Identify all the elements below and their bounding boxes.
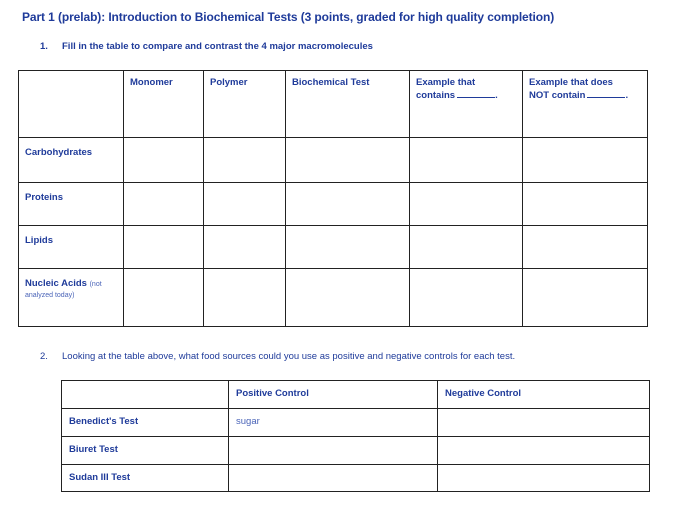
header-positive-control: Positive Control xyxy=(229,381,438,409)
cell-positive-benedicts[interactable]: sugar xyxy=(229,409,438,437)
row-label-carbohydrates: Carbohydrates xyxy=(19,138,124,183)
cell-negative-biuret[interactable] xyxy=(438,437,650,465)
question-1-text: Fill in the table to compare and contrast the 4 major macromolecules xyxy=(62,41,373,52)
cell-input[interactable] xyxy=(204,226,286,269)
cell-input[interactable] xyxy=(410,138,523,183)
cell-input[interactable] xyxy=(523,138,648,183)
cell-input[interactable] xyxy=(286,226,410,269)
row-label-biuret-test: Biuret Test xyxy=(62,437,229,465)
cell-input[interactable] xyxy=(523,226,648,269)
cell-input[interactable] xyxy=(410,183,523,226)
header-not-contains-line1: Example that does xyxy=(529,77,613,88)
header-negative-control: Negative Control xyxy=(438,381,650,409)
header-empty-cell xyxy=(19,71,124,138)
header-example-contains: Example that contains . xyxy=(410,71,523,138)
table-row xyxy=(62,465,650,492)
question-2-number: 2. xyxy=(40,351,48,362)
row-label-benedicts-test: Benedict's Test xyxy=(62,409,229,437)
cell-input[interactable] xyxy=(286,183,410,226)
table-row xyxy=(62,409,650,437)
row-note-line2: analyzed today) xyxy=(25,292,75,299)
table-row xyxy=(19,226,648,269)
table-row xyxy=(19,183,648,226)
header-polymer: Polymer xyxy=(204,71,286,138)
header-monomer: Monomer xyxy=(124,71,204,138)
page-title: Part 1 (prelab): Introduction to Biochemical Tests (3 points, graded for high quality completion) xyxy=(22,10,555,24)
cell-input[interactable] xyxy=(124,183,204,226)
cell-input[interactable] xyxy=(204,183,286,226)
question-2 xyxy=(40,351,515,362)
row-label-nucleic-acids-text: Nucleic Acids xyxy=(25,278,87,289)
header-empty-cell xyxy=(62,381,229,409)
header-biochemical-test: Biochemical Test xyxy=(286,71,410,138)
header-not-contains-line2: NOT contain xyxy=(529,90,586,101)
question-1 xyxy=(40,41,373,52)
table-row xyxy=(19,138,648,183)
cell-positive-biuret[interactable] xyxy=(229,437,438,465)
cell-input[interactable] xyxy=(204,269,286,327)
table-row xyxy=(19,269,648,327)
cell-input[interactable] xyxy=(286,269,410,327)
table-header-row xyxy=(62,381,650,409)
cell-input[interactable] xyxy=(124,226,204,269)
blank-line xyxy=(457,88,495,98)
cell-input[interactable] xyxy=(124,269,204,327)
cell-negative-benedicts[interactable] xyxy=(438,409,650,437)
cell-input[interactable] xyxy=(410,269,523,327)
cell-positive-sudan[interactable] xyxy=(229,465,438,492)
header-example-not-contains: Example that does NOT contain . xyxy=(523,71,648,138)
row-note-line1: (not xyxy=(89,281,102,288)
table-row xyxy=(62,437,650,465)
row-label-proteins: Proteins xyxy=(19,183,124,226)
cell-input[interactable] xyxy=(523,183,648,226)
cell-input[interactable] xyxy=(523,269,648,327)
question-2-text: Looking at the table above, what food sources could you use as positive and negative controls for each test. xyxy=(62,351,516,362)
cell-input[interactable] xyxy=(204,138,286,183)
controls-table xyxy=(61,380,650,492)
blank-line xyxy=(587,88,625,98)
table-header-row xyxy=(19,71,648,138)
row-label-sudan-iii-test: Sudan III Test xyxy=(62,465,229,492)
row-label-lipids: Lipids xyxy=(19,226,124,269)
cell-input[interactable] xyxy=(410,226,523,269)
cell-input[interactable] xyxy=(124,138,204,183)
macromolecule-table xyxy=(18,70,648,327)
question-1-number: 1. xyxy=(40,41,48,52)
row-label-nucleic-acids xyxy=(19,269,124,327)
cell-input[interactable] xyxy=(286,138,410,183)
header-contains-line2: contains xyxy=(416,90,456,101)
header-contains-line1: Example that xyxy=(416,77,476,88)
cell-negative-sudan[interactable] xyxy=(438,465,650,492)
